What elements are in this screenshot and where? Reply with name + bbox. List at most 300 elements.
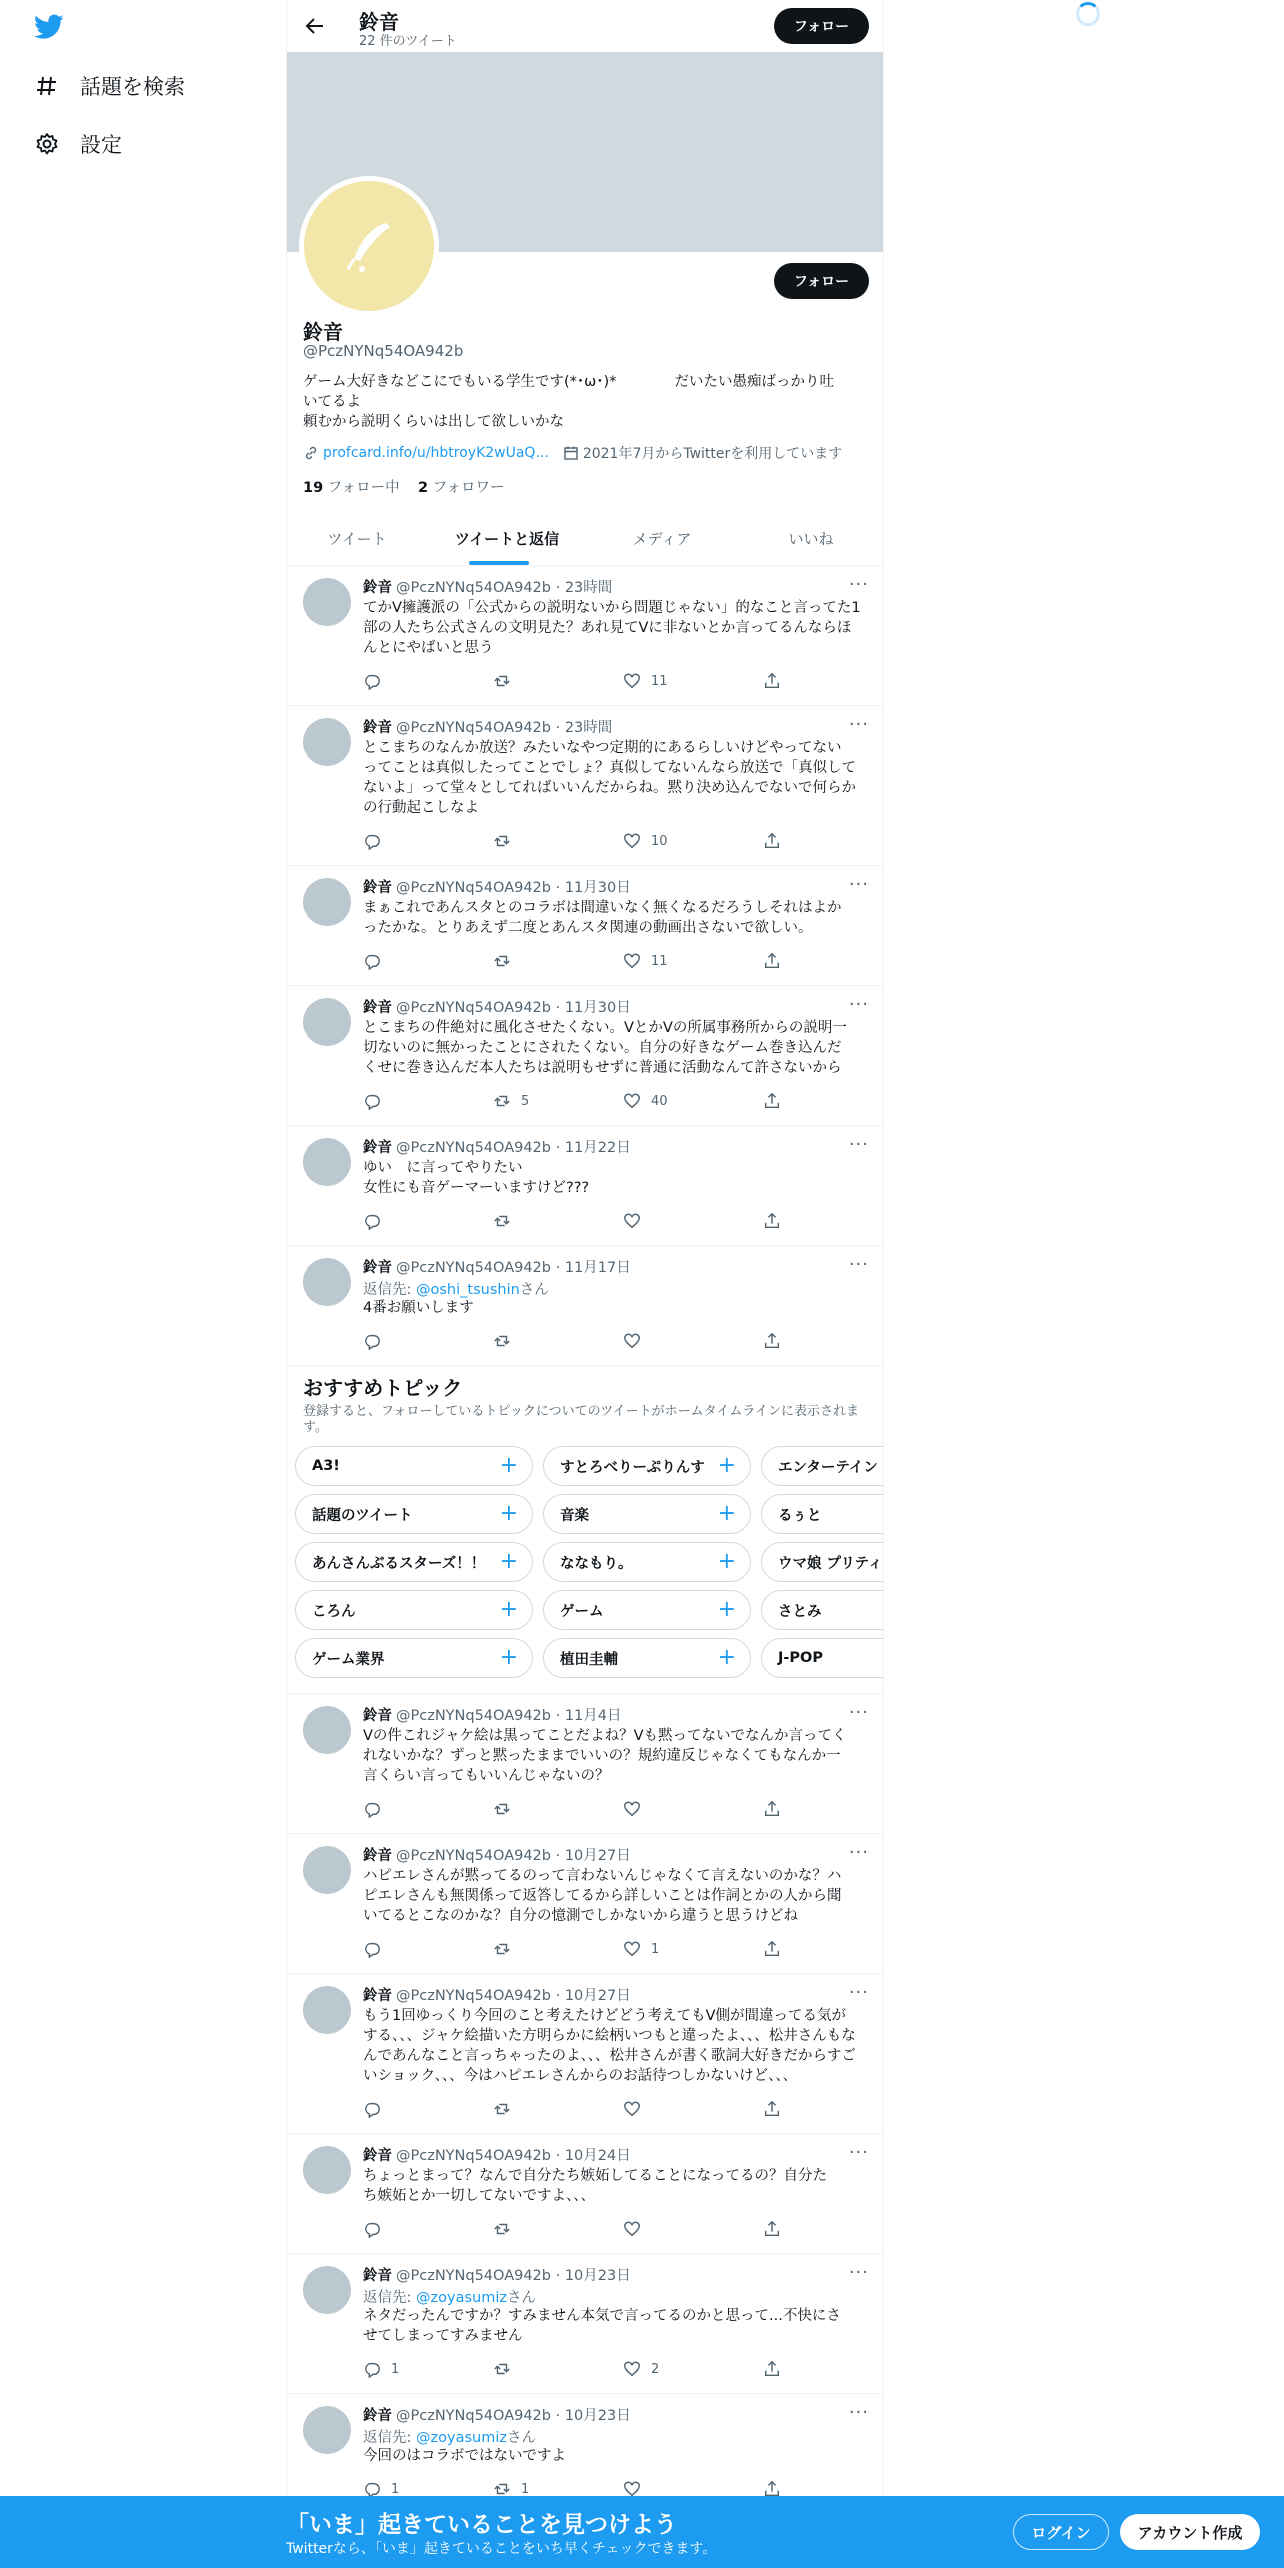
like-icon <box>623 672 641 690</box>
more-options-icon[interactable]: ··· <box>848 1702 869 1723</box>
tweet[interactable] <box>287 866 884 986</box>
profile-link[interactable]: profcard.info/u/hbtroyK2wUaQ... <box>323 445 549 461</box>
topic-chip-label: ななもり。 <box>560 1555 633 1572</box>
like-icon <box>623 2220 641 2238</box>
more-options-icon[interactable]: ··· <box>848 714 869 735</box>
bio-line: いてるよ <box>303 394 361 410</box>
followers-label: フォロワー <box>432 480 505 496</box>
avatar[interactable] <box>303 2406 351 2454</box>
topic-chip[interactable] <box>295 1446 533 1486</box>
tweet-actions <box>363 1332 803 1354</box>
avatar[interactable] <box>303 718 351 766</box>
tweet[interactable] <box>287 1694 884 1834</box>
topic-chip[interactable] <box>295 1542 533 1582</box>
more-options-icon[interactable]: ··· <box>848 874 869 895</box>
like-button[interactable] <box>623 1940 659 1958</box>
reply-to-prefix: 返信先: <box>363 2290 416 2306</box>
reply-button[interactable] <box>363 2100 391 2118</box>
topic-chip[interactable] <box>543 1494 751 1534</box>
link-icon <box>303 445 319 461</box>
like-icon <box>623 1092 641 1110</box>
reply-icon <box>363 1092 381 1110</box>
header-follow-button[interactable]: フォロー <box>774 8 869 44</box>
tweet-text <box>363 1866 873 1926</box>
bio-line: 頼むから説明くらいは出して欲しいかな <box>303 414 564 430</box>
tweet-text <box>363 2006 873 2086</box>
profile-tabs <box>287 510 884 566</box>
reply-button[interactable] <box>363 952 391 970</box>
tweet[interactable] <box>287 986 884 1126</box>
tweet[interactable] <box>287 1246 884 1366</box>
back-arrow-icon[interactable] <box>303 14 327 38</box>
gear-icon <box>34 131 60 157</box>
header-tweet-count: 22 件のツイート <box>359 34 457 49</box>
tweet-handle-time: @PczNYNq54OA942b · 23時間 <box>396 720 613 736</box>
followers-link[interactable] <box>418 480 504 496</box>
avatar[interactable] <box>303 1846 351 1894</box>
left-nav <box>0 0 286 2568</box>
retweet-icon <box>493 832 511 850</box>
reply-to-prefix: 返信先: <box>363 1282 416 1298</box>
retweet-button[interactable] <box>493 1332 521 1350</box>
reply-button[interactable] <box>363 1332 391 1350</box>
like-count: 1 <box>651 1941 660 1957</box>
avatar[interactable] <box>303 1138 351 1186</box>
tweet[interactable] <box>287 1126 884 1246</box>
calendar-icon <box>563 445 579 461</box>
like-button[interactable] <box>623 672 668 690</box>
tweet-text <box>363 898 873 938</box>
retweet-count: 1 <box>521 2481 530 2497</box>
profile-follow-button[interactable]: フォロー <box>774 263 869 299</box>
share-button[interactable] <box>763 1332 791 1350</box>
tweet-text-line: いショック、、、今はハピエレさんからのお話待つしかないけど、、、 <box>363 2068 798 2084</box>
avatar[interactable] <box>303 1706 351 1754</box>
share-button[interactable] <box>763 1800 791 1818</box>
tweet-header <box>363 2144 631 2165</box>
like-button[interactable] <box>623 1212 651 1230</box>
twitter-logo-icon[interactable] <box>34 14 64 40</box>
tweet-text-line: とこまちのなんか放送？みたいなやつ定期的にあるらしいけどやってない <box>363 740 842 756</box>
tweet-actions <box>363 2100 803 2122</box>
reply-button[interactable] <box>363 1800 391 1818</box>
share-button[interactable] <box>763 2220 791 2238</box>
tweet-text-line: の行動起こしなよ <box>363 800 479 816</box>
plus-icon: + <box>717 1549 736 1574</box>
tweet-text-line: ってことは真似したってことでしょ？真似してないんなら放送で「真似して <box>363 760 856 776</box>
retweet-icon <box>493 952 511 970</box>
reply-icon <box>363 1332 381 1350</box>
tweet-text-line: まぁこれであんスタとのコラボは間違いなく無くなるだろうしそれはよか <box>363 900 842 916</box>
tweet-text-line: 今回のはコラボではないですよ <box>363 2448 566 2464</box>
tweet-author-name[interactable]: 鈴音 <box>363 1140 392 1156</box>
topic-chip[interactable] <box>295 1494 533 1534</box>
tweet-text <box>363 2306 873 2346</box>
retweet-button[interactable] <box>493 1092 529 1110</box>
tweet-handle-time: @PczNYNq54OA942b · 10月27日 <box>396 1848 631 1864</box>
topic-chip-label: るぅと <box>778 1507 822 1524</box>
tweet-header <box>363 876 631 897</box>
like-count: 11 <box>651 953 668 969</box>
like-button[interactable] <box>623 2220 651 2238</box>
like-button[interactable] <box>623 952 668 970</box>
share-button[interactable] <box>763 2100 791 2118</box>
like-icon <box>623 1212 641 1230</box>
profile-bio <box>303 372 873 432</box>
retweet-button[interactable] <box>493 952 521 970</box>
tweet-text <box>363 2446 873 2466</box>
share-button[interactable] <box>763 2360 791 2378</box>
topic-chip-label: J-POP <box>778 1650 823 1666</box>
share-icon <box>763 2360 781 2378</box>
tweet-text-line: ゆい に言ってやりたい <box>363 1160 523 1176</box>
profile-handle: @PczNYNq54OA942b <box>303 342 464 360</box>
retweet-button[interactable] <box>493 672 521 690</box>
nav-explore[interactable] <box>34 70 185 102</box>
tweet-text-line: てかV擁護派の「公式からの説明ないから問題じゃない」的なこと言ってた1 <box>363 600 861 616</box>
topic-chip-label: 話題のツイート <box>312 1507 413 1524</box>
more-options-icon[interactable]: ··· <box>848 1982 869 2003</box>
tweet-handle-time: @PczNYNq54OA942b · 10月24日 <box>396 2148 631 2164</box>
tweet-text-line: ネタだったんですか？すみません本気で言ってるのかと思って...不快にさ <box>363 2308 841 2324</box>
bio-line: ゲーム大好きなどこにでもいる学生です(*･ω･)* だいたい愚痴ばっかり吐 <box>303 374 834 390</box>
following-link[interactable] <box>303 480 400 496</box>
more-options-icon[interactable]: ··· <box>848 574 869 595</box>
reply-icon <box>363 672 381 690</box>
like-button[interactable] <box>623 2100 651 2118</box>
more-options-icon[interactable]: ··· <box>848 2142 869 2163</box>
tweet-text <box>363 1158 873 1198</box>
tweet-text-line: んであんなこと言っちゃったのよ、、、松井さんが書く歌詞大好きだからすご <box>363 2048 856 2064</box>
profile-counts <box>303 476 505 497</box>
following-count: 19 <box>303 480 324 496</box>
tweet-header <box>363 2264 631 2285</box>
reply-to-suffix: さん <box>506 2290 536 2306</box>
topic-chip[interactable] <box>761 1446 884 1486</box>
profile-joined: 2021年7月からTwitterを利用しています <box>582 446 843 462</box>
share-icon <box>763 1332 781 1350</box>
reply-button[interactable] <box>363 1940 391 1958</box>
retweet-icon <box>493 1332 511 1350</box>
tab-tweets-and-replies[interactable]: ツイートと返信 <box>454 529 560 548</box>
share-icon <box>763 832 781 850</box>
reply-button[interactable] <box>363 672 391 690</box>
topic-chip[interactable] <box>761 1542 884 1582</box>
tab-media[interactable]: メディア <box>632 529 692 548</box>
tweet-text-line: 4番お願いします <box>363 1300 474 1316</box>
signup-banner-subtitle: Twitterなら、「いま」起きていることをいち早くチェックできます。 <box>286 2541 717 2557</box>
more-options-icon[interactable]: ··· <box>848 2402 869 2423</box>
tweet-header <box>363 996 631 1017</box>
tweet-header <box>363 576 612 597</box>
tweet[interactable] <box>287 2134 884 2254</box>
like-icon <box>623 2100 641 2118</box>
more-options-icon[interactable]: ··· <box>848 994 869 1015</box>
tweet-author-name[interactable]: 鈴音 <box>363 1000 392 1016</box>
reply-to-mention[interactable]: @oshi_tsushin <box>416 1282 520 1298</box>
share-icon <box>763 1940 781 1958</box>
reply-to-mention[interactable]: @zoyasumiz <box>416 2430 507 2446</box>
topic-chip[interactable] <box>543 1590 751 1630</box>
tweet-text-line: する、、、ジャケ絵描いた方明らかに絵柄いつもと違ったよ、、、松井さんもな <box>363 2028 856 2044</box>
nav-settings[interactable] <box>34 128 122 160</box>
tweet-text-line: ち嫉妬とか一切してないですよ、、、 <box>363 2188 595 2204</box>
tweet-handle-time: @PczNYNq54OA942b · 11月17日 <box>396 1260 631 1276</box>
reply-icon <box>363 952 381 970</box>
plus-icon: + <box>499 1453 518 1478</box>
tweet-author-name[interactable]: 鈴音 <box>363 1708 392 1724</box>
more-options-icon[interactable]: ··· <box>848 1254 869 1275</box>
share-icon <box>763 952 781 970</box>
share-button[interactable] <box>763 672 791 690</box>
tweet-actions <box>363 1800 803 1822</box>
topic-chip-label: A3! <box>312 1458 340 1474</box>
avatar[interactable] <box>303 2266 351 2314</box>
tweet-text-line: 女性にも音ゲーマーいますけど??? <box>363 1180 590 1196</box>
tweet-author-name[interactable]: 鈴音 <box>363 1988 392 2004</box>
profile-header-bar <box>287 0 884 52</box>
recommended-subtitle-line: 登録すると、フォローしているトピックについてのツイートがホームタイムラインに表示されま <box>303 1404 860 1419</box>
tweet-author-name[interactable]: 鈴音 <box>363 2148 392 2164</box>
feather-pen-icon <box>334 211 404 281</box>
like-icon <box>623 832 641 850</box>
tweet-text <box>363 1726 873 1786</box>
tweet[interactable] <box>287 2254 884 2394</box>
reply-count: 1 <box>391 2361 400 2377</box>
share-icon <box>763 672 781 690</box>
topic-chip-label: ゲーム <box>560 1603 604 1620</box>
active-tab-indicator <box>469 561 529 565</box>
tweet[interactable] <box>287 706 884 866</box>
topic-chip[interactable] <box>761 1590 884 1630</box>
avatar[interactable] <box>303 878 351 926</box>
tweet-header <box>363 2404 631 2425</box>
topic-chip[interactable] <box>295 1638 533 1678</box>
tweet-actions <box>363 952 803 974</box>
topic-chip[interactable] <box>295 1590 533 1630</box>
recommended-title: おすすめトピック <box>303 1376 463 1400</box>
tab-tweets[interactable]: ツイート <box>327 529 387 548</box>
hashtag-icon <box>34 73 60 99</box>
share-button[interactable] <box>763 832 791 850</box>
retweet-button[interactable] <box>493 2100 521 2118</box>
reply-icon <box>363 1212 381 1230</box>
topic-chip[interactable] <box>761 1638 884 1678</box>
signup-banner-title: 「いま」起きていることを見つけよう <box>286 2512 677 2538</box>
tweet-author-name[interactable]: 鈴音 <box>363 1848 392 1864</box>
topic-chip-label: エンターテイン <box>778 1459 878 1476</box>
tweet-handle-time: @PczNYNq54OA942b · 11月22日 <box>396 1140 631 1156</box>
topic-chip[interactable] <box>543 1446 751 1486</box>
reply-icon <box>363 2100 381 2118</box>
avatar[interactable] <box>303 1258 351 1306</box>
nav-settings-label: 設定 <box>80 133 122 157</box>
reply-button[interactable] <box>363 1092 391 1110</box>
tweet-text <box>363 738 873 818</box>
tweet-header <box>363 716 612 737</box>
tweet-author-name[interactable]: 鈴音 <box>363 2408 392 2424</box>
like-button[interactable] <box>623 832 668 850</box>
reply-to-suffix: さん <box>519 1282 549 1298</box>
topic-chip-label: あんさんぶるスターズ！！ <box>312 1555 486 1572</box>
more-options-icon[interactable]: ··· <box>848 1134 869 1155</box>
like-button[interactable] <box>623 2360 659 2378</box>
tweet-author-name[interactable]: 鈴音 <box>363 720 392 736</box>
reply-button[interactable] <box>363 832 391 850</box>
retweet-icon <box>493 1800 511 1818</box>
topic-chip-label: 植田圭輔 <box>560 1651 618 1668</box>
tweet-author-name[interactable]: 鈴音 <box>363 2268 392 2284</box>
tweet-text-line: くせに巻き込んだ本人たちは説明もせずに普通に活動なんて許さないから <box>363 1060 842 1076</box>
reply-to <box>363 2286 536 2307</box>
topic-chip[interactable] <box>543 1542 751 1582</box>
signup-button[interactable]: アカウント作成 <box>1120 2514 1260 2550</box>
avatar[interactable] <box>303 1986 351 2034</box>
like-count: 2 <box>651 2361 660 2377</box>
tab-likes[interactable]: いいね <box>788 529 834 548</box>
followers-count: 2 <box>418 480 429 496</box>
like-icon <box>623 952 641 970</box>
tweet-actions <box>363 1092 803 1114</box>
plus-icon: + <box>499 1645 518 1670</box>
topic-chip-label: ゲーム業界 <box>312 1651 385 1668</box>
topic-chip-label: さとみ <box>778 1603 822 1620</box>
plus-icon: + <box>499 1597 518 1622</box>
tweet-text-line: ピエレさんも無関係って返答してるから詳しいことは作詞とかの人から聞 <box>363 1888 842 1904</box>
like-icon <box>623 2360 641 2378</box>
share-button[interactable] <box>763 1940 791 1958</box>
topic-chip[interactable] <box>761 1494 884 1534</box>
tweet-actions <box>363 832 803 854</box>
like-button[interactable] <box>623 1332 651 1350</box>
like-count: 10 <box>651 833 668 849</box>
recommended-subtitle <box>303 1404 873 1436</box>
tweet-text <box>363 1018 873 1078</box>
avatar[interactable] <box>303 998 351 1046</box>
topic-chip[interactable] <box>543 1638 751 1678</box>
plus-icon: + <box>717 1645 736 1670</box>
avatar[interactable] <box>303 2146 351 2194</box>
reply-to <box>363 2426 536 2447</box>
tweet-header <box>363 1984 631 2005</box>
tweet-text-line: んとにやばいと思う <box>363 640 494 656</box>
tweet-text-line: ちょっとまって？なんで自分たち嫉妬してることになってるの？自分た <box>363 2168 827 2184</box>
share-icon <box>763 1092 781 1110</box>
tweet-text <box>363 2166 873 2206</box>
loading-spinner-icon <box>1076 2 1100 26</box>
tweet-author-name[interactable]: 鈴音 <box>363 880 392 896</box>
reply-icon <box>363 1800 381 1818</box>
tweet-text-line: 言くらい言ってもいいんじゃないの？ <box>363 1768 610 1784</box>
share-button[interactable] <box>763 1092 791 1110</box>
reply-to-suffix: さん <box>506 2430 536 2446</box>
tweet[interactable] <box>287 1974 884 2134</box>
like-icon <box>623 1800 641 1818</box>
tweet-handle-time: @PczNYNq54OA942b · 23時間 <box>396 580 613 596</box>
reply-icon <box>363 2360 381 2378</box>
share-button[interactable] <box>763 952 791 970</box>
tweet-header <box>363 1136 631 1157</box>
retweet-button[interactable] <box>493 832 521 850</box>
tweet-handle-time: @PczNYNq54OA942b · 10月27日 <box>396 1988 631 2004</box>
retweet-button[interactable] <box>493 2360 521 2378</box>
retweet-icon <box>493 1092 511 1110</box>
retweet-icon <box>493 1940 511 1958</box>
tweet-text <box>363 1298 873 1318</box>
more-options-icon[interactable]: ··· <box>848 2262 869 2283</box>
avatar[interactable] <box>303 578 351 626</box>
tweet-author-name[interactable]: 鈴音 <box>363 580 392 596</box>
retweet-icon <box>493 1212 511 1230</box>
retweet-button[interactable] <box>493 1800 521 1818</box>
reply-button[interactable] <box>363 1212 391 1230</box>
like-icon <box>623 1332 641 1350</box>
like-count: 11 <box>651 673 668 689</box>
topic-chip-label: ウマ娘 プリティ <box>778 1555 883 1572</box>
retweet-icon <box>493 2220 511 2238</box>
reply-button[interactable] <box>363 2220 391 2238</box>
tweet[interactable] <box>287 1834 884 1974</box>
retweet-button[interactable] <box>493 1940 521 1958</box>
reply-count: 1 <box>391 2481 400 2497</box>
recommended-subtitle-line: す。 <box>303 1420 328 1435</box>
like-button[interactable] <box>623 1800 651 1818</box>
tweet-text-line: ったかな。とりあえず二度とあんスタ関連の動画出さないで欲しい。 <box>363 920 813 936</box>
plus-icon: + <box>717 1453 736 1478</box>
profile-avatar[interactable] <box>299 176 439 316</box>
reply-icon <box>363 2220 381 2238</box>
share-icon <box>763 1800 781 1818</box>
plus-icon: + <box>499 1549 518 1574</box>
topic-chip-label: すとろべりーぷりんす <box>560 1459 705 1476</box>
tweet-author-name[interactable]: 鈴音 <box>363 1260 392 1276</box>
plus-icon: + <box>717 1597 736 1622</box>
like-count: 40 <box>651 1093 668 1109</box>
tweet[interactable] <box>287 566 884 706</box>
tweet-header <box>363 1844 631 1865</box>
tweet-text-line: Vの件これジャケ絵は黒ってことだよね？Vも黙ってないでなんか言ってく <box>363 1728 847 1744</box>
recommended-topics <box>287 1364 884 1694</box>
like-button[interactable] <box>623 1092 668 1110</box>
profile-meta <box>303 443 842 463</box>
retweet-button[interactable] <box>493 1212 521 1230</box>
more-options-icon[interactable]: ··· <box>848 1842 869 1863</box>
profile-name: 鈴音 <box>303 320 343 344</box>
tweet-header <box>363 1256 631 1277</box>
tweet-actions <box>363 2360 803 2382</box>
retweet-icon <box>493 672 511 690</box>
login-button[interactable]: ログイン <box>1013 2514 1109 2550</box>
share-button[interactable] <box>763 1212 791 1230</box>
retweet-button[interactable] <box>493 2220 521 2238</box>
topic-chip-label: ころん <box>312 1603 356 1620</box>
tweet-text-line: いてるとこなのかな？自分の憶測でしかないから違うと思うけどね <box>363 1908 798 1924</box>
tweet-handle-time: @PczNYNq54OA942b · 11月30日 <box>396 880 631 896</box>
tweet-text <box>363 598 873 658</box>
tweet-handle-time: @PczNYNq54OA942b · 10月23日 <box>396 2268 631 2284</box>
reply-button[interactable] <box>363 2360 399 2378</box>
following-label: フォロー中 <box>327 480 400 496</box>
share-icon <box>763 2220 781 2238</box>
reply-to <box>363 1278 549 1299</box>
retweet-icon <box>493 2360 511 2378</box>
tweet-actions <box>363 1212 803 1234</box>
like-icon <box>623 1940 641 1958</box>
tweet-text-line: ないよ」って堂々としてればいいんだからね。黙り決め込んでないで何らか <box>363 780 856 796</box>
header-name: 鈴音 <box>359 10 399 34</box>
tweet-actions <box>363 2220 803 2242</box>
reply-to-mention[interactable]: @zoyasumiz <box>416 2290 507 2306</box>
